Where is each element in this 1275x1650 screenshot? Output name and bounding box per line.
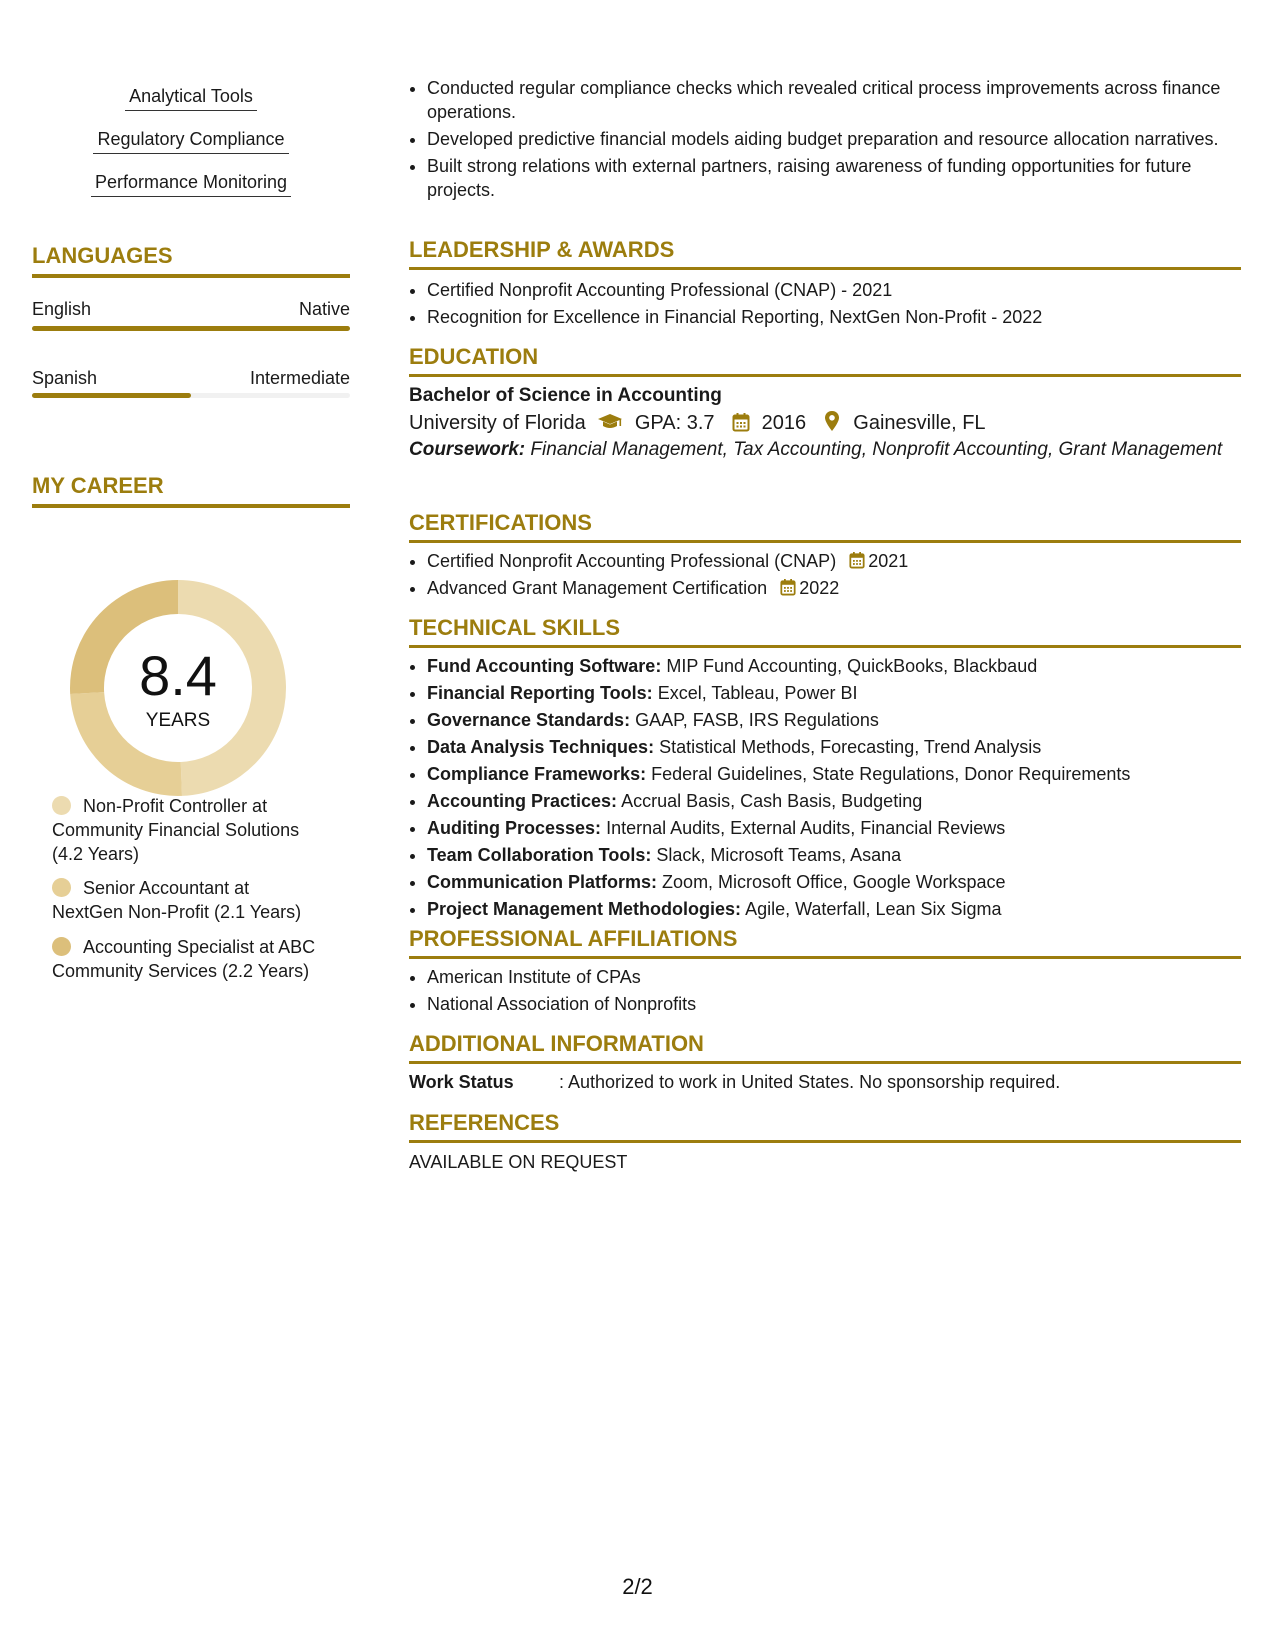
technical-skill-label: Compliance Frameworks: xyxy=(427,764,647,784)
page-number: 2/2 xyxy=(622,1574,653,1599)
technical-skill-item xyxy=(427,843,1259,867)
leadership-item: • Certified Nonprofit Accounting Professional (CNAP) - 2021 xyxy=(427,278,1259,302)
technical-skill-value: GAAP, FASB, IRS Regulations xyxy=(635,710,879,730)
language-name: Spanish xyxy=(32,368,98,388)
technical-skill-value: Statistical Methods, Forecasting, Trend Analysis xyxy=(659,737,1042,757)
gpa: GPA: 3.7 xyxy=(634,412,715,434)
technical-skill-label: Accounting Practices: xyxy=(427,791,618,811)
leadership-heading: LEADERSHIP & AWARDS xyxy=(409,236,1241,270)
technical-skill-value: Excel, Tableau, Power BI xyxy=(657,683,858,703)
career-total-unit: YEARS xyxy=(145,710,211,731)
graduation-cap-icon xyxy=(597,412,623,432)
legend-dot-icon xyxy=(52,796,71,815)
technical-skill-value: Federal Guidelines, State Regulations, Donor Requirements xyxy=(651,764,1131,784)
graduation-year: 2016 xyxy=(761,412,807,434)
donut-slice xyxy=(70,692,182,796)
certification-name: Advanced Grant Management Certification xyxy=(427,578,768,598)
work-status-label: Work Status xyxy=(409,1072,514,1092)
references-text: AVAILABLE ON REQUEST xyxy=(409,1152,628,1172)
school-name: University of Florida xyxy=(409,412,586,434)
certification-name: Certified Nonprofit Accounting Professional (CNAP) xyxy=(427,551,837,571)
experience-bullet: • Conducted regular compliance checks which revealed critical process improvements across finance operations. xyxy=(427,76,1259,124)
additional-info-heading: ADDITIONAL INFORMATION xyxy=(409,1030,1241,1064)
language-row xyxy=(32,366,350,390)
affiliations-heading: PROFESSIONAL AFFILIATIONS xyxy=(409,925,1241,959)
career-role-label: Accounting Specialist at ABC Community Services (2.2 Years) xyxy=(52,937,316,981)
education-heading: EDUCATION xyxy=(409,343,1241,377)
technical-skill-value: Slack, Microsoft Teams, Asana xyxy=(656,845,902,865)
language-proficiency-fill xyxy=(32,393,191,398)
technical-skill-item xyxy=(427,789,1259,813)
coursework-list: Financial Management, Tax Accounting, Nonprofit Accounting, Grant Management xyxy=(530,439,1223,460)
technical-skill-label: Financial Reporting Tools: xyxy=(427,683,653,703)
technical-skill-item xyxy=(427,897,1259,921)
certifications-list xyxy=(409,549,1259,603)
legend-dot-icon xyxy=(52,878,71,897)
skill-tag xyxy=(32,170,350,197)
school-location: Gainesville, FL xyxy=(853,412,986,434)
calendar-icon xyxy=(732,412,750,432)
certification-year: 2022 xyxy=(799,578,840,598)
certification-year: 2021 xyxy=(868,551,909,571)
technical-skill-value: Zoom, Microsoft Office, Google Workspace xyxy=(662,872,1006,892)
language-level: Intermediate xyxy=(249,368,350,388)
language-proficiency-bar xyxy=(32,326,350,331)
technical-skill-value: MIP Fund Accounting, QuickBooks, Blackbaud xyxy=(666,656,1038,676)
career-legend-item xyxy=(52,794,322,866)
legend-dot-icon xyxy=(52,937,71,956)
technical-skill-label: Auditing Processes: xyxy=(427,818,602,838)
references-heading: REFERENCES xyxy=(409,1109,1241,1143)
language-name: English xyxy=(32,299,92,319)
languages-heading: LANGUAGES xyxy=(32,242,350,278)
certification-item xyxy=(427,576,1259,600)
calendar-icon xyxy=(780,578,796,596)
education-meta xyxy=(409,409,1241,437)
left-column xyxy=(32,0,350,1650)
technical-skills-list xyxy=(409,654,1259,924)
technical-skill-label: Project Management Methodologies: xyxy=(427,899,742,919)
technical-skill-item xyxy=(427,708,1259,732)
skill-tag xyxy=(32,84,350,111)
leadership-item: • Recognition for Excellence in Financial Reporting, NextGen Non-Profit - 2022 xyxy=(427,305,1259,329)
language-level: Native xyxy=(298,299,350,319)
technical-skill-item xyxy=(427,816,1259,840)
work-status-row xyxy=(409,1070,1241,1094)
degree-title: Bachelor of Science in Accounting xyxy=(409,385,722,406)
technical-skill-label: Governance Standards: xyxy=(427,710,631,730)
career-legend-item xyxy=(52,876,322,924)
technical-skill-item xyxy=(427,762,1259,786)
technical-skill-label: Team Collaboration Tools: xyxy=(427,845,652,865)
career-donut-chart xyxy=(66,576,290,800)
skill-tag-label: Regulatory Compliance xyxy=(93,127,288,154)
experience-bullets xyxy=(409,76,1259,205)
affiliation-item: • American Institute of CPAs xyxy=(427,965,1259,989)
language-proficiency-fill xyxy=(32,326,350,331)
education-entry xyxy=(409,383,1241,462)
affiliations-list xyxy=(409,965,1259,1019)
technical-skill-item xyxy=(427,654,1259,678)
technical-skill-item xyxy=(427,681,1259,705)
skill-tag-label: Analytical Tools xyxy=(125,84,257,111)
leadership-list xyxy=(409,278,1259,332)
work-status-value: : Authorized to work in United States. No sponsorship required. xyxy=(559,1072,1061,1092)
technical-skill-item xyxy=(427,735,1259,759)
technical-skill-label: Communication Platforms: xyxy=(427,872,658,892)
language-proficiency-bar xyxy=(32,393,350,398)
skill-tag xyxy=(32,127,350,154)
coursework xyxy=(409,437,1241,462)
technical-skill-value: Accrual Basis, Cash Basis, Budgeting xyxy=(621,791,923,811)
skill-tag-label: Performance Monitoring xyxy=(91,170,291,197)
certifications-heading: CERTIFICATIONS xyxy=(409,509,1241,543)
technical-skill-label: Fund Accounting Software: xyxy=(427,656,662,676)
career-role-label: Senior Accountant at NextGen Non-Profit (2.1 Years) xyxy=(52,878,302,922)
career-total-years: 8.4 xyxy=(139,644,217,707)
affiliation-item: • National Association of Nonprofits xyxy=(427,992,1259,1016)
technical-skill-item xyxy=(427,870,1259,894)
location-pin-icon xyxy=(824,410,840,432)
career-legend-item xyxy=(52,935,322,983)
technical-skill-value: Internal Audits, External Audits, Financial Reviews xyxy=(606,818,1006,838)
career-heading: MY CAREER xyxy=(32,472,350,508)
experience-bullet: • Developed predictive financial models aiding budget preparation and resource allocation narratives. xyxy=(427,127,1259,151)
technical-skills-heading: TECHNICAL SKILLS xyxy=(409,614,1241,648)
coursework-label: Coursework: xyxy=(409,439,526,460)
calendar-icon xyxy=(849,551,865,569)
language-row xyxy=(32,297,350,321)
technical-skill-label: Data Analysis Techniques: xyxy=(427,737,655,757)
certification-item xyxy=(427,549,1259,573)
right-column xyxy=(409,0,1241,1650)
technical-skill-value: Agile, Waterfall, Lean Six Sigma xyxy=(745,899,1002,919)
experience-bullet: • Built strong relations with external partners, raising awareness of funding opportunities for future projects. xyxy=(427,154,1259,202)
career-role-label: Non-Profit Controller at Community Financial Solutions (4.2 Years) xyxy=(52,796,300,864)
